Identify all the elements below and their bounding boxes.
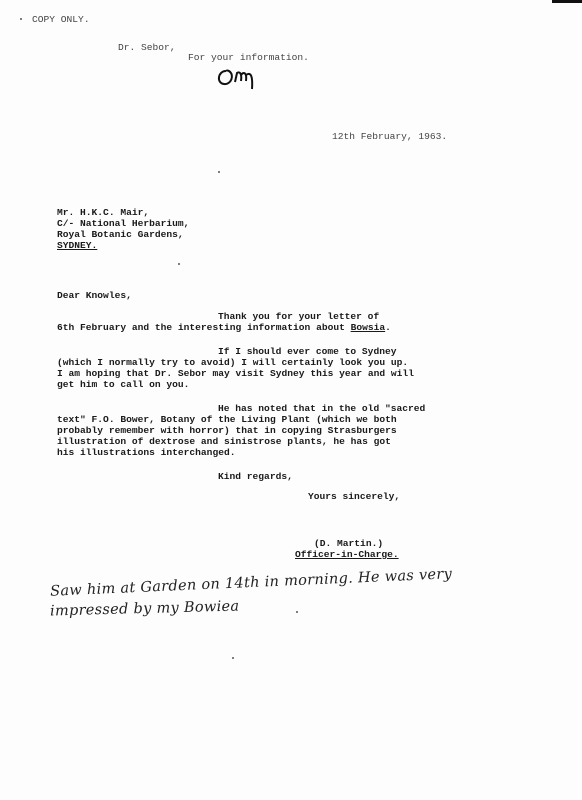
scan-speck: [296, 611, 298, 613]
scan-speck: [178, 263, 180, 265]
scan-speck: [218, 171, 220, 173]
address-line-3: Royal Botanic Gardens,: [57, 229, 184, 240]
initials-signature: [213, 62, 261, 90]
letter-date: 12th February, 1963.: [332, 131, 448, 142]
para3-line4: illustration of dextrose and sinistrose plants, he has got: [57, 436, 391, 447]
para1-line1: Thank you for your letter of: [218, 311, 380, 322]
for-information-note: For your information.: [188, 52, 309, 63]
para3-line5: his illustrations interchanged.: [57, 447, 236, 458]
handwritten-note-line-2: impressed by my Bowiea: [49, 598, 240, 620]
para1-line2: [57, 322, 391, 333]
copy-only-stamp: COPY ONLY.: [32, 14, 90, 25]
para1-line2-end: .: [385, 322, 391, 333]
yours-sincerely: Yours sincerely,: [308, 491, 401, 502]
signatory-name: (D. Martin.): [314, 538, 384, 549]
para2-line3: I am hoping that Dr. Sebor may visit Sydney this year and will: [57, 368, 414, 379]
para3-line2: text" F.O. Bower, Botany of the Living Plant (which we both: [57, 414, 397, 425]
handwritten-note-line-1: Saw him at Garden on 14th in morning. He was very: [49, 566, 453, 600]
para2-line1: If I should ever come to Sydney: [218, 346, 397, 357]
corner-mark: [552, 0, 582, 3]
signatory-title: Officer-in-Charge.: [295, 549, 399, 560]
plant-name: Bowsia: [350, 322, 386, 333]
para2-line2: (which I normally try to avoid) I will certainly look you up.: [57, 357, 409, 368]
para3-line1: He has noted that in the old "sacred: [218, 403, 426, 414]
kind-regards: Kind regards,: [218, 471, 293, 482]
recipient-note: Dr. Sebor,: [118, 42, 176, 53]
para2-line4: get him to call on you.: [57, 379, 190, 390]
scan-speck: [20, 18, 22, 20]
salutation: Dear Knowles,: [57, 290, 132, 301]
scan-speck: [232, 657, 234, 659]
address-line-4: SYDNEY.: [57, 240, 98, 251]
address-line-2: C/- National Herbarium,: [57, 218, 190, 229]
address-line-1: Mr. H.K.C. Mair,: [57, 207, 150, 218]
para1-line2-text: 6th February and the interesting information about: [57, 322, 351, 333]
para3-line3: probably remember with horror) that in copying Strasburgers: [57, 425, 397, 436]
